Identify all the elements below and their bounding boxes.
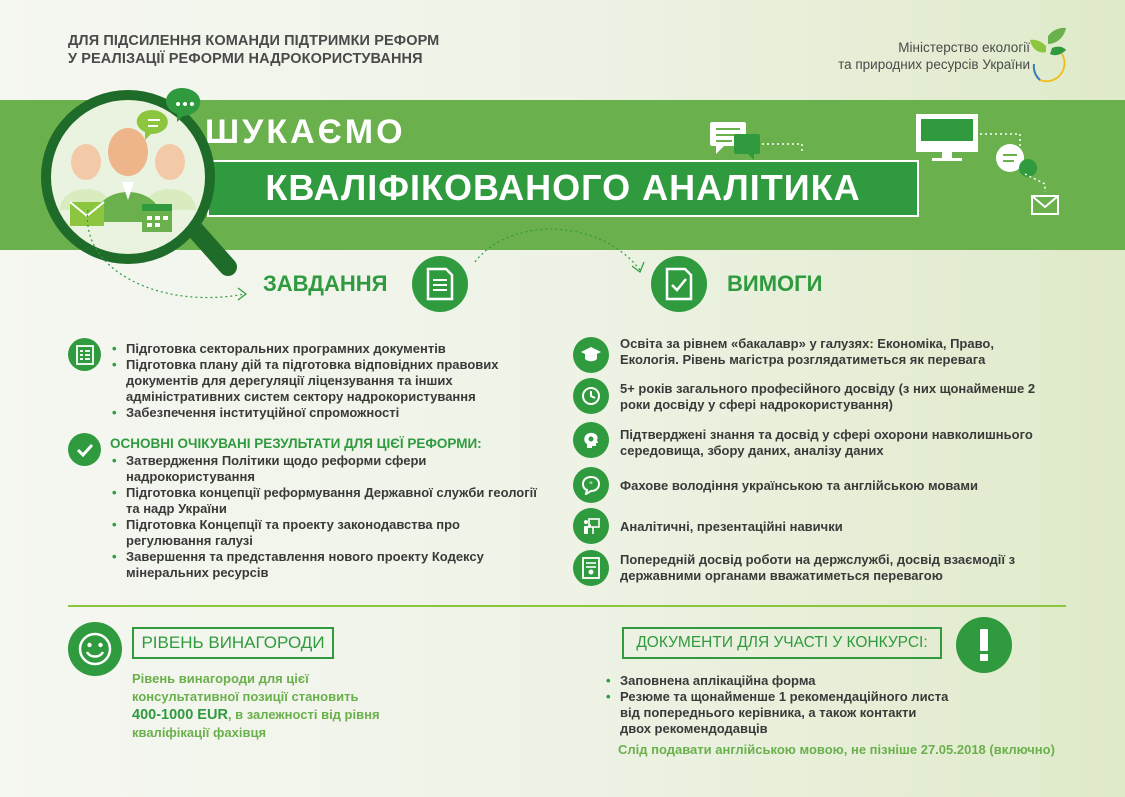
- list-item: • Заповнена аплікаційна форма: [620, 673, 950, 689]
- smiley-icon: [68, 622, 122, 676]
- dashed-arrow-arcs: [70, 210, 710, 310]
- checkmark-icon: [68, 433, 101, 466]
- svg-text:": ": [588, 481, 594, 491]
- banner-title: ШУКАЄМО: [205, 113, 406, 151]
- requirement-text: Підтверджені знання та досвід у сфері охорони навколишнього середовища, збору даних, аналізу даних: [620, 427, 1033, 458]
- reward-line-4: кваліфікації фахівця: [132, 725, 267, 740]
- list-item: • Затвердження Політики щодо реформи сфери надрокористування: [126, 453, 546, 485]
- speech-bubble-icon: [573, 467, 609, 503]
- requirement-text: Аналітичні, презентаційні навички: [620, 519, 843, 534]
- ministry-line-1: Міністерство екології: [898, 40, 1030, 55]
- presentation-icon: [573, 508, 609, 544]
- results-title: ОСНОВНІ ОЧІКУВАНІ РЕЗУЛЬТАТИ ДЛЯ ЦІЄЇ РЕФОРМИ:: [110, 436, 482, 451]
- reward-description: [132, 670, 412, 742]
- reward-title: РІВЕНЬ ВИНАГОРОДИ: [141, 633, 325, 652]
- reward-line-3-rest: , в залежності від рівня: [227, 707, 380, 722]
- checked-document-icon: [651, 256, 707, 312]
- reward-line-3: [132, 706, 412, 724]
- documents-title-box: [622, 627, 942, 659]
- requirement-text: Фахове володіння українською та англійською мовами: [620, 478, 979, 493]
- ministry-name: [838, 39, 1030, 73]
- banner-decoration-icons: [690, 112, 1070, 222]
- requirement-text: Освіта за рівнем «бакалавр» у галузях: Економіка, Право, Екологія. Рівень магістра розглядатиметься як перевага: [620, 336, 994, 367]
- header-line-1: ДЛЯ ПІДСИЛЕННЯ КОМАНДИ ПІДТРИМКИ РЕФОРМ: [68, 33, 440, 49]
- section-divider: [68, 605, 1066, 607]
- tasks-title: ЗАВДАННЯ: [263, 271, 388, 296]
- reward-amount: 400-1000 EUR: [132, 707, 228, 723]
- requirements-title: ВИМОГИ: [727, 271, 823, 296]
- documents-list: [620, 673, 950, 737]
- requirement-text: 5+ років загального професійного досвіду (з них щонайменше 2 роки досвіду у сфері надрокористування): [620, 381, 1036, 412]
- list-item: • Резюме та щонайменше 1 рекомендаційного листа від попереднього керівника, а також контакти двох рекомендодавців: [620, 689, 950, 737]
- reward-line-1: Рівень винагороди для цієї: [132, 671, 309, 686]
- reward-title-box: [132, 627, 334, 659]
- checklist-icon: [68, 338, 101, 371]
- document-icon: [412, 256, 468, 312]
- monitor-icon: [916, 114, 978, 161]
- graduation-cap-icon: [573, 337, 609, 373]
- head-gears-icon: [573, 422, 609, 458]
- requirement-text: Попередній досвід роботи на держслужбі, досвід взаємодії з державними органами вважатиметься перевагою: [620, 552, 1016, 583]
- documents-title: ДОКУМЕНТИ ДЛЯ УЧАСТІ У КОНКУРСІ:: [636, 634, 928, 651]
- list-item: • Підготовка секторальних програмних документів: [126, 341, 546, 357]
- header-line-2: У РЕАЛІЗАЦІЇ РЕФОРМИ НАДРОКОРИСТУВАННЯ: [68, 51, 423, 67]
- reward-line-2: консультативної позиції становить: [132, 689, 359, 704]
- banner-subtitle: КВАЛІФІКОВАНОГО АНАЛІТИКА: [265, 167, 861, 208]
- list-item: • Забезпечення інституційної спроможності: [126, 405, 546, 421]
- ministry-line-2: та природних ресурсів України: [838, 57, 1030, 72]
- exclamation-icon: [956, 617, 1012, 673]
- list-item: • Підготовка плану дій та підготовка відповідних правових документів для дерегуляції ліцензування та інших адміністративних систем сектору надрокористування: [126, 357, 546, 405]
- tasks-list: [126, 341, 546, 421]
- clock-icon: [573, 378, 609, 414]
- certificate-icon: [573, 550, 609, 586]
- list-item: • Підготовка Концепції та проекту законодавства про регулювання галузі: [126, 517, 546, 549]
- chat-bubble-icon: [710, 122, 760, 160]
- documents-note: Слід подавати англійською мовою, не пізніше 27.05.2018 (включно): [618, 742, 1055, 757]
- envelope-icon: [1032, 196, 1058, 214]
- list-item: • Завершення та представлення нового проекту Кодексу мінеральних ресурсів: [126, 549, 546, 581]
- results-list: [126, 453, 546, 581]
- message-icon: [996, 144, 1037, 177]
- list-item: • Підготовка концепції реформування Державної служби геології та надр України: [126, 485, 546, 517]
- ministry-leaf-logo-icon: [1028, 24, 1068, 84]
